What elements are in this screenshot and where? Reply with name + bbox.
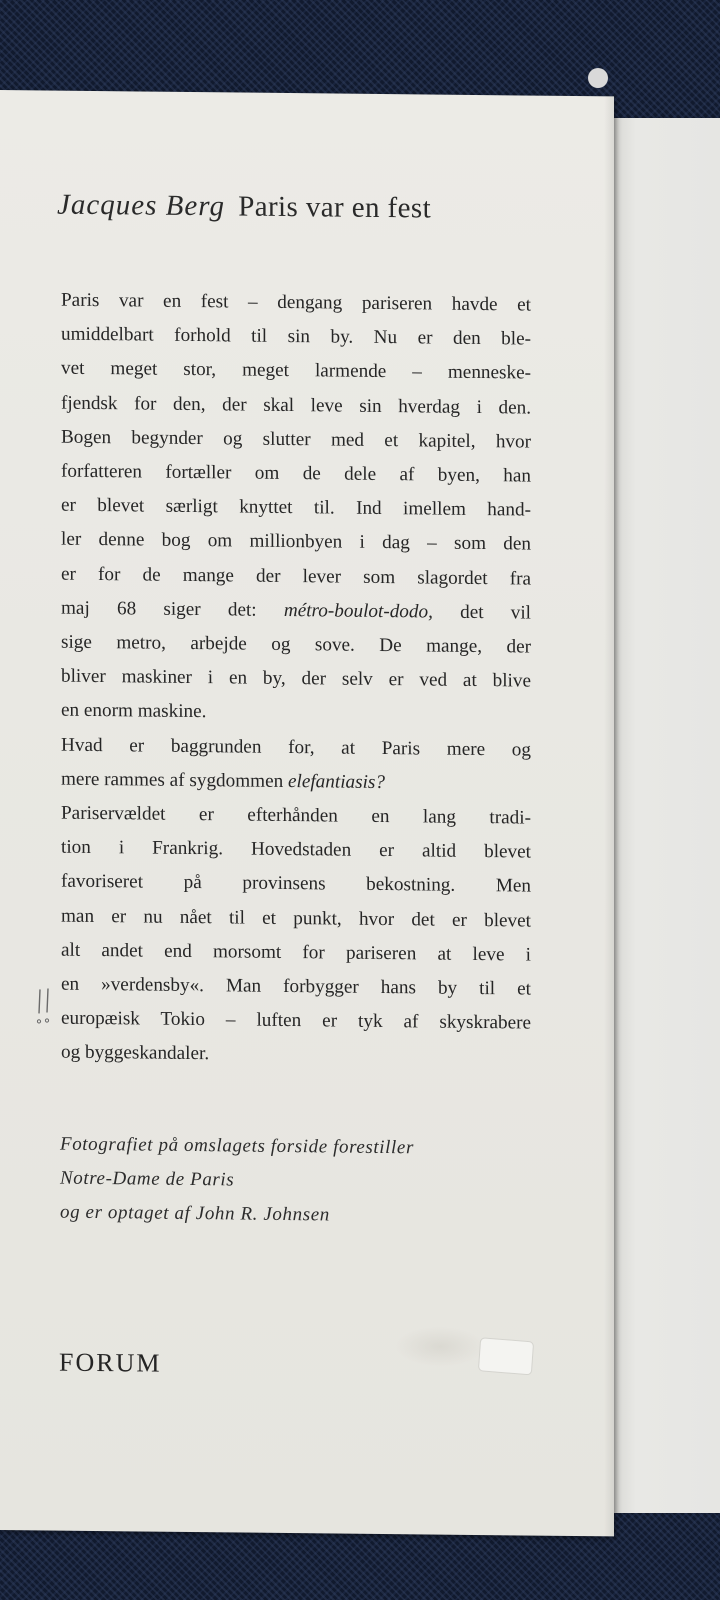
photo-credit-line: Fotografiet på omslagets forside forestiller xyxy=(60,1133,414,1159)
jacket-back-panel xyxy=(612,118,720,1513)
blurb-line xyxy=(61,591,531,630)
background-highlight xyxy=(588,68,608,88)
blurb-emphasis: métro-boulot-dodo, xyxy=(283,599,433,623)
blurb-line xyxy=(61,831,531,870)
blurb-line xyxy=(61,386,531,425)
blurb-line xyxy=(61,933,531,972)
blurb-line xyxy=(61,420,531,459)
blurb-line xyxy=(61,455,531,494)
blurb-line-text: Bogen begynder og slutter med et kapitel, hvor xyxy=(61,426,531,453)
blurb-line-text: alt andet end morsomt for pariseren at leve i xyxy=(61,939,531,966)
blurb-line xyxy=(61,318,531,357)
blurb-line-text: og byggeskandaler. xyxy=(61,1042,210,1065)
jacket-flap xyxy=(0,90,614,1536)
blurb-line xyxy=(61,968,531,1007)
blurb-line-text: fjendsk for den, der skal leve sin hverdag i den. xyxy=(61,392,531,419)
blurb-line-text: bliver maskiner i en by, der selv er ved at blive xyxy=(61,665,531,692)
photo-credit xyxy=(60,1128,560,1235)
blurb-line-text: er blevet særligt knyttet til. Ind imellem hand- xyxy=(61,494,531,521)
blurb-line xyxy=(61,865,531,904)
blurb-line xyxy=(61,797,531,836)
blurb-paragraph-1 xyxy=(61,284,531,734)
blurb-line xyxy=(61,762,531,801)
blurb-line-text: er for de mange der lever som slagordet fra xyxy=(61,563,531,590)
blurb-line-text: Pariservældet er efterhånden en lang tradi- xyxy=(61,802,531,829)
blurb-line-text: favoriseret på provinsens bekostning. Men xyxy=(61,871,531,898)
photo-credit-line: Notre-Dame de Paris xyxy=(60,1167,235,1191)
author-name: Jacques Berg xyxy=(57,188,225,223)
blurb-line-text: forfatteren fortæller om de dele af byen, han xyxy=(61,460,531,487)
blurb-line xyxy=(61,557,531,596)
flap-edge-shadow xyxy=(604,96,614,1536)
blurb-line xyxy=(61,626,531,665)
flap-heading xyxy=(57,189,431,226)
blurb-line-text: Paris var en fest – dengang pariseren havde et xyxy=(61,289,531,316)
paper-scuff xyxy=(395,1326,485,1367)
blurb-line-text: tion i Frankrig. Hovedstaden er altid blevet xyxy=(61,836,531,863)
blurb-line-text: ler denne bog om millionbyen i dag – som den xyxy=(61,529,531,555)
blurb-line xyxy=(61,1036,531,1075)
sticker-residue xyxy=(479,1338,533,1374)
book-title: Paris var en fest xyxy=(238,190,432,225)
blurb-line-text: man er nu nået til et punkt, hvor det er blevet xyxy=(61,905,531,932)
blurb-line-text: en enorm maskine. xyxy=(61,700,207,723)
pencil-exclamation-mark xyxy=(34,985,56,1027)
blurb-line xyxy=(61,728,531,767)
blurb-line-text: sige metro, arbejde og sove. De mange, der xyxy=(61,631,531,658)
blurb-emphasis: elefantiasis? xyxy=(287,770,385,793)
blurb-line xyxy=(61,489,531,528)
publisher-name: FORUM xyxy=(59,1347,162,1378)
blurb-line-text: umiddelbart forhold til sin by. Nu er den ble- xyxy=(61,323,531,350)
blurb-line xyxy=(61,284,531,323)
blurb-line xyxy=(61,660,531,699)
blurb-text xyxy=(61,284,531,1076)
blurb-line xyxy=(61,1002,531,1041)
blurb-line-text: europæisk Tokio – luften er tyk af skyskrabere xyxy=(61,1007,531,1034)
blurb-line-text: mere rammes af sygdommen xyxy=(61,768,288,792)
blurb-paragraph-2 xyxy=(61,728,531,1075)
blurb-line-text: en »verdensby«. Man forbygger hans by til et xyxy=(61,973,531,1000)
blurb-line xyxy=(61,523,531,562)
blurb-line xyxy=(61,352,531,391)
photo-credit-line: og er optaget af John R. Johnsen xyxy=(60,1201,330,1226)
blurb-line-text: det vil xyxy=(432,601,531,624)
blurb-line-text: maj 68 siger det: xyxy=(61,597,284,621)
blurb-line-text: vet meget stor, meget larmende – menneske- xyxy=(61,358,531,384)
blurb-line xyxy=(61,694,531,733)
blurb-line-text: Hvad er baggrunden for, at Paris mere og xyxy=(61,734,531,761)
blurb-line xyxy=(61,899,531,938)
